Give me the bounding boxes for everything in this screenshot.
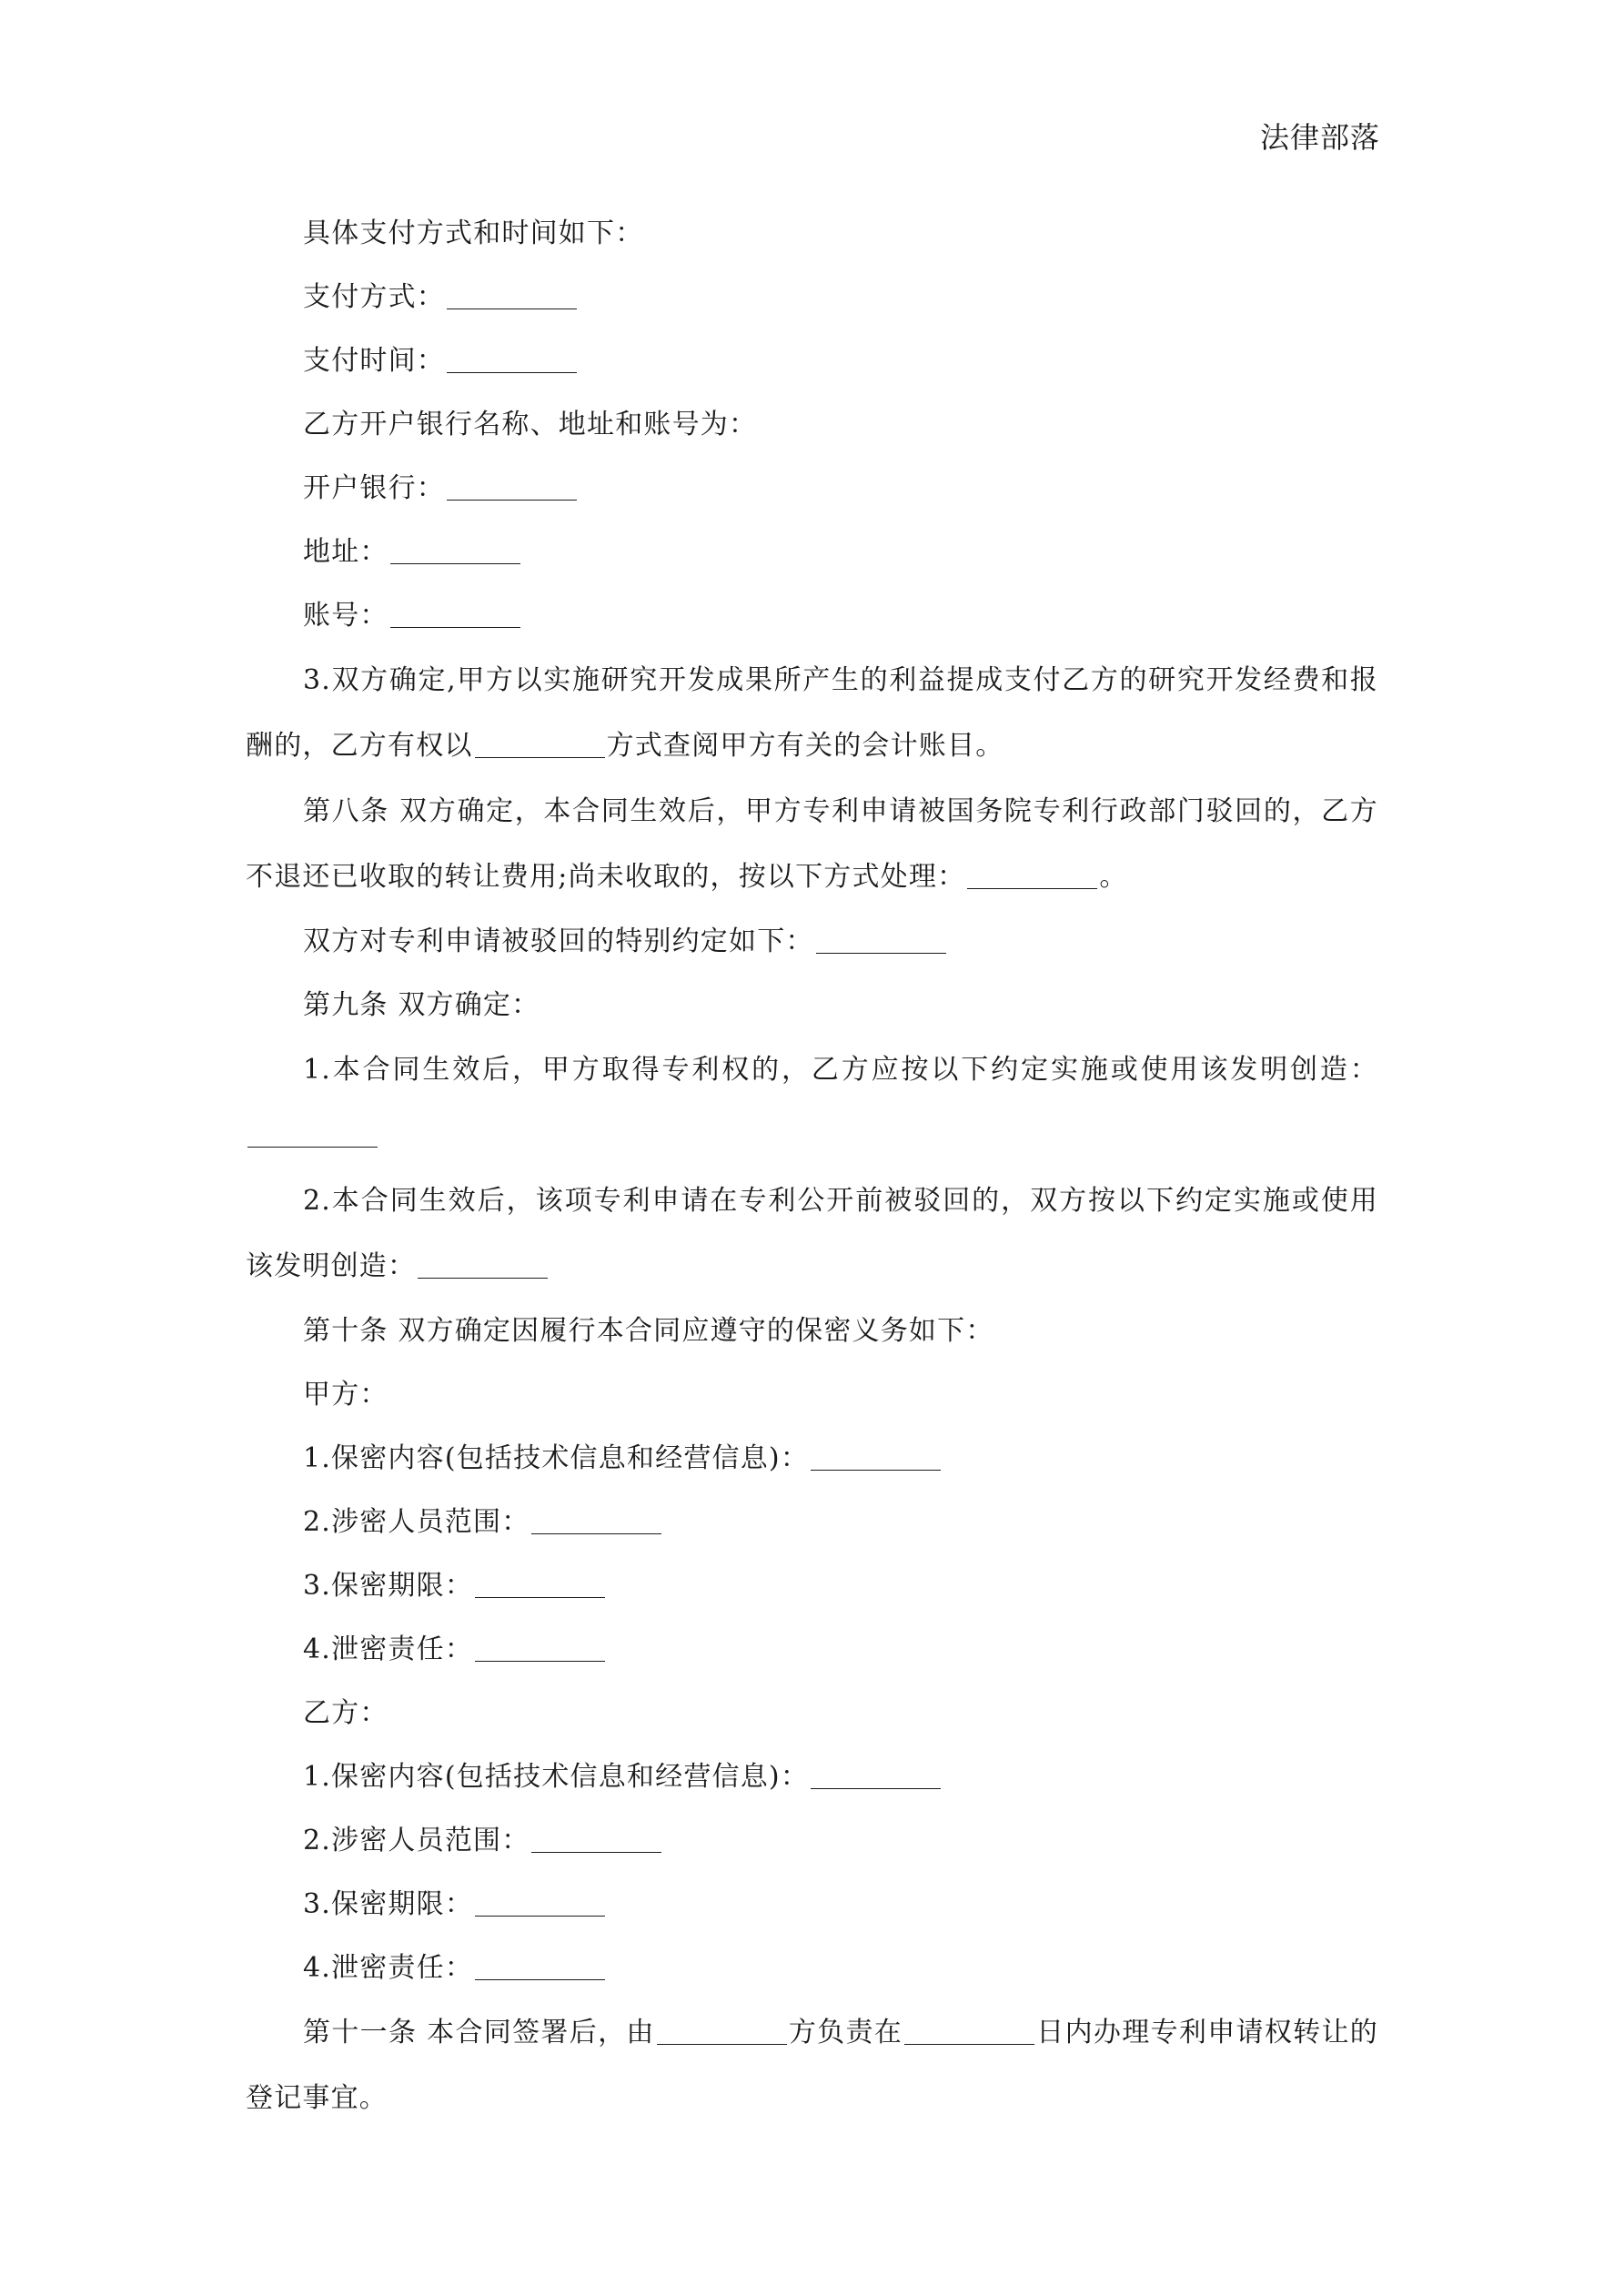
paragraph-text: 。 [1099, 861, 1128, 893]
header-brand: 法律部落 [1259, 120, 1380, 155]
fill-blank [247, 1123, 378, 1148]
fill-blank [475, 1892, 605, 1917]
paragraph-text: 4.泄密责任： [303, 1952, 474, 1984]
paragraph-text: 第十一条 本合同签署后，由 [303, 2017, 655, 2048]
fill-blank [418, 1254, 548, 1279]
paragraph-text: 第八条 双方确定，本合同生效后，甲方专利申请被国务院专利行政部门驳回的，乙方不退还已收取的转让费用;尚未收取的，按以下方式处理： [246, 795, 1378, 893]
paragraph [246, 202, 1378, 266]
paragraph-text: 具体支付方式和时间如下： [303, 217, 644, 249]
paragraph-text: 2.涉密人员范围： [303, 1506, 530, 1538]
fill-blank [811, 1446, 941, 1471]
paragraph [246, 1554, 1378, 1618]
paragraph-text: 2.涉密人员范围： [303, 1825, 530, 1856]
paragraph [246, 329, 1378, 393]
fill-blank [475, 1573, 605, 1598]
fill-blank [390, 603, 520, 628]
paragraph [246, 1937, 1378, 2000]
paragraph [246, 1809, 1378, 1873]
paragraph-text: 双方对专利申请被驳回的特别约定如下： [303, 925, 814, 957]
paragraph-text: 方式查阅甲方有关的会计账目。 [606, 730, 1004, 762]
paragraph [246, 1300, 1378, 1363]
paragraph [246, 974, 1378, 1037]
paragraph-text: 1.保密内容(包括技术信息和经营信息)： [303, 1442, 810, 1474]
paragraph-text: 1.本合同生效后，甲方取得专利权的，乙方应按以下约定实施或使用该发明创造： [303, 1054, 1378, 1086]
fill-blank [657, 2020, 787, 2045]
paragraph [246, 584, 1378, 648]
paragraph-text: 支付时间： [303, 345, 445, 377]
fill-blank [531, 1510, 661, 1534]
paragraph-text: 乙方： [303, 1697, 388, 1729]
paragraph-text: 甲方： [303, 1379, 388, 1411]
paragraph-text: 第九条 双方确定： [303, 989, 540, 1021]
fill-blank [475, 733, 605, 758]
fill-blank [447, 285, 577, 309]
paragraph [246, 648, 1378, 779]
paragraph [246, 1491, 1378, 1554]
paragraph-text: 4.泄密责任： [303, 1633, 474, 1665]
paragraph-text: 3.保密期限： [303, 1570, 474, 1602]
paragraph [246, 1618, 1378, 1682]
fill-blank [967, 865, 1097, 889]
paragraph-text: 支付方式： [303, 281, 445, 313]
fill-blank [531, 1828, 661, 1853]
fill-blank [390, 540, 520, 564]
paragraph-text: 方负责在 [788, 2017, 903, 2048]
document-body [246, 202, 1378, 2131]
fill-blank [811, 1765, 941, 1789]
paragraph [246, 1682, 1378, 1745]
fill-blank [447, 476, 577, 501]
paragraph [246, 1745, 1378, 1809]
paragraph [246, 1427, 1378, 1491]
paragraph-text: 开户银行： [303, 472, 445, 504]
paragraph-text: 第十条 双方确定因履行本合同应遵守的保密义务如下： [303, 1315, 994, 1347]
paragraph [246, 1168, 1378, 1300]
paragraph [246, 1873, 1378, 1937]
fill-blank [904, 2020, 1034, 2045]
fill-blank [475, 1637, 605, 1662]
paragraph-text: 3.双方确定,甲方以实施研究开发成果所产生的利益提成支付乙方的研究开发经费和报酬的，乙方有权以 [246, 664, 1378, 762]
fill-blank [816, 929, 946, 954]
paragraph-text: 3.保密期限： [303, 1888, 474, 1920]
paragraph-text: 1.保密内容(包括技术信息和经营信息)： [303, 1761, 810, 1793]
paragraph-text: 日内办理专利申请权转让的登记事宜。 [246, 2017, 1378, 2114]
fill-blank [447, 349, 577, 373]
paragraph [246, 266, 1378, 329]
paragraph [246, 1363, 1378, 1427]
paragraph [246, 2000, 1378, 2131]
paragraph-text: 乙方开户银行名称、地址和账号为： [303, 409, 758, 440]
fill-blank [475, 1956, 605, 1980]
paragraph-text: 2.本合同生效后，该项专利申请在专利公开前被驳回的，双方按以下约定实施或使用该发明创造： [246, 1185, 1378, 1282]
paragraph-text: 地址： [303, 536, 388, 568]
paragraph [246, 393, 1378, 457]
paragraph [246, 779, 1378, 910]
paragraph [246, 521, 1378, 584]
paragraph [246, 910, 1378, 974]
paragraph-text: 账号： [303, 600, 388, 632]
paragraph [246, 457, 1378, 521]
paragraph [246, 1037, 1378, 1168]
